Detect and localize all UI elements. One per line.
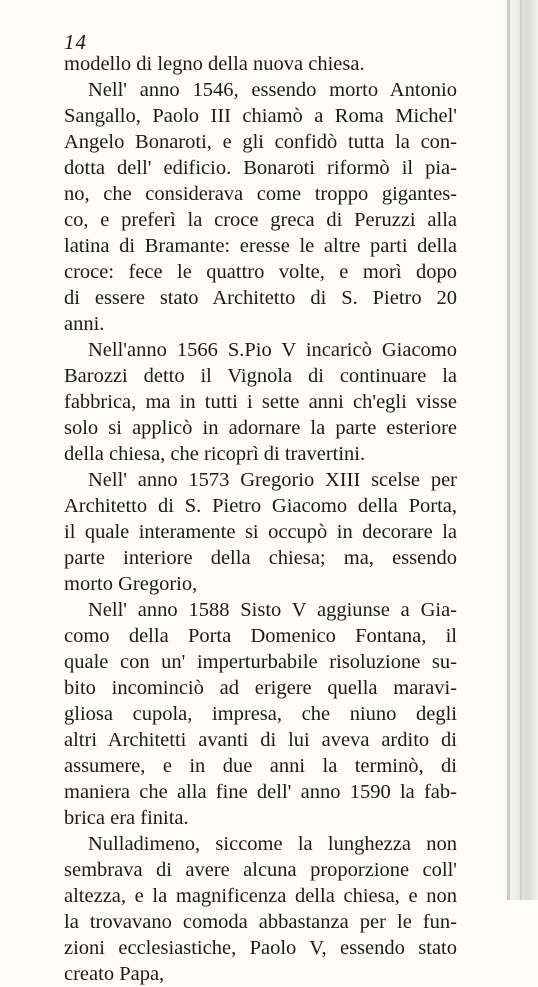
text-line: creato Papa, — [64, 963, 165, 985]
text-line: Nell' anno 1546, essendo morto Antonio — [88, 79, 457, 101]
text-line: solo si applicò in adornare la parte esteriore — [64, 417, 457, 439]
text-line: parte interiore della chiesa; ma, essendo — [64, 547, 457, 569]
text-line: Nell' anno 1573 Gregorio XIII scelse per — [88, 469, 457, 491]
text-line: quale con un' imperturbabile risoluzione su- — [64, 651, 457, 673]
text-line: altri Architetti avanti di lui aveva ardito di — [64, 729, 457, 751]
body-text — [64, 51, 457, 987]
text-line: il quale interamente si occupò in decorare la — [64, 521, 457, 543]
page-number: 14 — [64, 30, 87, 54]
text-line: Nulladimeno, siccome la lunghezza non — [88, 833, 457, 855]
text-line: Angelo Bonaroti, e gli confidò tutta la con- — [64, 131, 457, 153]
text-line: como della Porta Domenico Fontana, il — [64, 625, 457, 647]
text-line: la trovavano comoda abbastanza per le fun- — [64, 911, 457, 933]
text-line: brica era finita. — [64, 807, 189, 829]
text-line: Nell' anno 1588 Sisto V aggiunse a Gia- — [88, 599, 457, 621]
text-line: latina di Bramante: eresse le altre parti della — [64, 235, 457, 257]
text-line: Architetto di S. Pietro Giacomo della Porta, — [64, 495, 457, 517]
page-gutter — [502, 0, 538, 900]
binding-edge — [520, 0, 522, 900]
text-line: di essere stato Architetto di S. Pietro 20 — [64, 287, 457, 309]
text-line: morto Gregorio, — [64, 573, 198, 595]
text-line: altezza, e la magnificenza della chiesa, e non — [64, 885, 457, 907]
text-line: sembrava di avere alcuna proporzione coll' — [64, 859, 457, 881]
text-line: bito incominciò ad erigere quella maravi- — [64, 677, 457, 699]
text-line: co, e preferì la croce greca di Peruzzi alla — [64, 209, 457, 231]
text-line: gliosa cupola, impresa, che niuno degli — [64, 703, 457, 725]
text-line: zioni ecclesiastiche, Paolo V, essendo stato — [64, 937, 457, 959]
text-line: fabbrica, ma in tutti i sette anni ch'egli visse — [64, 391, 457, 413]
text-line: assumere, e in due anni la terminò, di — [64, 755, 457, 777]
text-line: anni. — [64, 313, 105, 335]
text-line: Nell'anno 1566 S.Pio V incaricò Giacomo — [88, 339, 457, 361]
text-line: croce: fece le quattro volte, e morì dopo — [64, 261, 457, 283]
text-line: modello di legno della nuova chiesa. — [64, 53, 365, 75]
text-line: dotta dell' edificio. Bonaroti riformò il pia- — [64, 157, 457, 179]
binding-edge — [507, 0, 510, 900]
text-line: Sangallo, Paolo III chiamò a Roma Michel' — [64, 105, 457, 127]
text-line: della chiesa, che ricoprì di travertini. — [64, 443, 366, 465]
text-line: maniera che alla fine dell' anno 1590 la fab- — [64, 781, 457, 803]
text-line: Barozzi detto il Vignola di continuare la — [64, 365, 457, 387]
text-line: no, che considerava come troppo gigantes- — [64, 183, 457, 205]
